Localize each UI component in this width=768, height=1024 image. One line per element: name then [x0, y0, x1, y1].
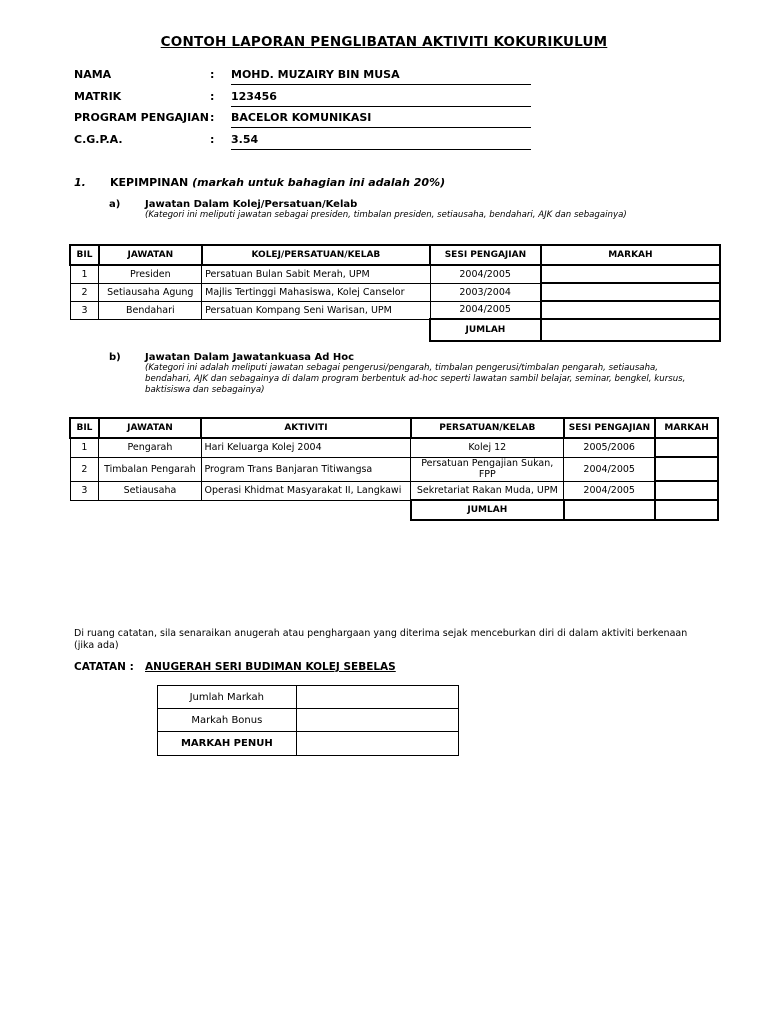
- info-value-nama: MOHD. MUZAIRY BIN MUSA: [231, 68, 531, 85]
- table-row: [70, 301, 720, 319]
- table-header-row: [70, 245, 720, 265]
- table-row: [70, 457, 718, 481]
- col-header-persatuan: PERSATUAN/KELAB: [411, 418, 564, 438]
- cell-sesi: 2004/2005: [564, 481, 655, 500]
- total-value[interactable]: [541, 319, 720, 341]
- sub-a-letter: a): [109, 199, 121, 210]
- document-title: CONTOH LAPORAN PENGLIBATAN AKTIVITI KOKURIKULUM: [160, 34, 608, 50]
- cell-bil: 1: [70, 438, 99, 457]
- col-header-markah: MARKAH: [541, 245, 720, 265]
- cell-markah[interactable]: [541, 265, 720, 283]
- cell-jawatan: Setiausaha: [99, 481, 201, 500]
- cell-persatuan: Persatuan Pengajian Sukan, FPP: [411, 457, 564, 481]
- cell-sesi: 2004/2005: [430, 265, 541, 283]
- info-colon: :: [210, 90, 215, 103]
- section-number: 1.: [74, 176, 86, 189]
- col-header-aktiviti: AKTIVITI: [201, 418, 411, 438]
- col-header-sesi: SESI PENGAJIAN: [430, 245, 541, 265]
- cell-markah[interactable]: [655, 438, 718, 457]
- cell-markah[interactable]: [541, 301, 720, 319]
- cell-sesi: 2004/2005: [564, 457, 655, 481]
- cell-jawatan: Bendahari: [99, 301, 202, 319]
- cell-bil: 2: [70, 457, 99, 481]
- cell-aktiviti: Operasi Khidmat Masyarakat II, Langkawi: [201, 481, 411, 500]
- info-colon: :: [210, 111, 215, 124]
- info-label-cgpa: C.G.P.A.: [74, 133, 123, 146]
- sub-b-note-line: (Kategori ini adalah meliputi jawatan sebagai pengerusi/pengarah, timbalan pengerusi/timbalan pengarah, setiausaha,: [145, 363, 659, 373]
- table-jawatan-kolej: [69, 244, 721, 342]
- cell-markah[interactable]: [655, 457, 718, 481]
- summary-label: Markah Bonus: [158, 709, 297, 732]
- summary-label-total: MARKAH PENUH: [158, 732, 297, 756]
- cell-jawatan: Setiausaha Agung: [99, 283, 202, 301]
- table-total-row: [70, 319, 720, 341]
- table-header-row: [70, 418, 718, 438]
- section-title: KEPIMPINAN: [110, 176, 189, 189]
- table-total-row: [70, 500, 718, 520]
- info-label-nama: NAMA: [74, 68, 112, 81]
- cell-sesi: 2003/2004: [430, 283, 541, 301]
- sub-b-note-line: baktisiswa dan sebagainya): [145, 385, 265, 395]
- col-header-sesi: SESI PENGAJIAN: [564, 418, 655, 438]
- cell-bil: 2: [70, 283, 99, 301]
- catatan-label: CATATAN :: [74, 661, 134, 673]
- col-header-jawatan: JAWATAN: [99, 418, 201, 438]
- summary-label: Jumlah Markah: [158, 686, 297, 709]
- remark-line: (jika ada): [74, 640, 119, 651]
- total-label: JUMLAH: [430, 319, 541, 341]
- cell-aktiviti: Program Trans Banjaran Titiwangsa: [201, 457, 411, 481]
- remark-line: Di ruang catatan, sila senaraikan anugerah atau penghargaan yang diterima sejak menceburkan diri di dalam aktiviti berkenaan: [74, 628, 688, 639]
- cell-markah[interactable]: [655, 481, 718, 500]
- cell-sesi: 2005/2006: [564, 438, 655, 457]
- sub-a-note: (Kategori ini meliputi jawatan sebagai presiden, timbalan presiden, setiausaha, bendahari, AJK dan sebagainya): [145, 210, 627, 220]
- cell-bil: 3: [70, 481, 99, 500]
- sub-b-letter: b): [109, 352, 121, 363]
- section-note: (markah untuk bahagian ini adalah 20%): [192, 176, 446, 189]
- section-heading: [110, 176, 445, 189]
- sub-b-note: [145, 363, 723, 396]
- cell-persatuan: Sekretariat Rakan Muda, UPM: [411, 481, 564, 500]
- total-label: JUMLAH: [411, 500, 564, 520]
- total-value[interactable]: [655, 500, 718, 520]
- cell-kolej: Majlis Tertinggi Mahasiswa, Kolej Canselor: [202, 283, 430, 301]
- summary-row: [158, 732, 459, 756]
- remark-instruction: [74, 628, 724, 652]
- info-colon: :: [210, 68, 215, 81]
- info-colon: :: [210, 133, 215, 146]
- cell-jawatan: Presiden: [99, 265, 202, 283]
- sub-a-title: Jawatan Dalam Kolej/Persatuan/Kelab: [145, 199, 358, 210]
- table-summary: [157, 685, 459, 756]
- cell-aktiviti: Hari Keluarga Kolej 2004: [201, 438, 411, 457]
- cell-sesi: 2004/2005: [430, 301, 541, 319]
- info-value-matrik: 123456: [231, 90, 531, 107]
- summary-row: [158, 709, 459, 732]
- cell-jawatan: Pengarah: [99, 438, 201, 457]
- cell-markah[interactable]: [541, 283, 720, 301]
- cell-jawatan: Timbalan Pengarah: [99, 457, 201, 481]
- table-row: [70, 265, 720, 283]
- catatan-value: ANUGERAH SERI BUDIMAN KOLEJ SEBELAS: [145, 661, 396, 673]
- summary-value[interactable]: [296, 732, 458, 756]
- summary-value[interactable]: [296, 686, 458, 709]
- cell-bil: 1: [70, 265, 99, 283]
- col-header-kolej: KOLEJ/PERSATUAN/KELAB: [202, 245, 430, 265]
- summary-value[interactable]: [296, 709, 458, 732]
- table-row: [70, 283, 720, 301]
- info-label-program: PROGRAM PENGAJIAN: [74, 111, 209, 124]
- info-value-program: BACELOR KOMUNIKASI: [231, 111, 531, 128]
- cell-bil: 3: [70, 301, 99, 319]
- cell-kolej: Persatuan Kompang Seni Warisan, UPM: [202, 301, 430, 319]
- table-row: [70, 481, 718, 500]
- col-header-markah: MARKAH: [655, 418, 718, 438]
- summary-row: [158, 686, 459, 709]
- col-header-bil: BIL: [70, 245, 99, 265]
- col-header-bil: BIL: [70, 418, 99, 438]
- cell-persatuan: Kolej 12: [411, 438, 564, 457]
- table-jawatan-adhoc: [69, 417, 719, 521]
- total-sesi-blank: [564, 500, 655, 520]
- table-row: [70, 438, 718, 457]
- info-label-matrik: MATRIK: [74, 90, 122, 103]
- cell-kolej: Persatuan Bulan Sabit Merah, UPM: [202, 265, 430, 283]
- info-value-cgpa: 3.54: [231, 133, 531, 150]
- sub-b-note-line: bendahari, AJK dan sebagainya di dalam program berbentuk ad-hoc seperti lawatan sambil belajar, seminar, bengkel, kursus,: [145, 374, 686, 384]
- col-header-jawatan: JAWATAN: [99, 245, 202, 265]
- sub-b-title: Jawatan Dalam Jawatankuasa Ad Hoc: [145, 352, 355, 363]
